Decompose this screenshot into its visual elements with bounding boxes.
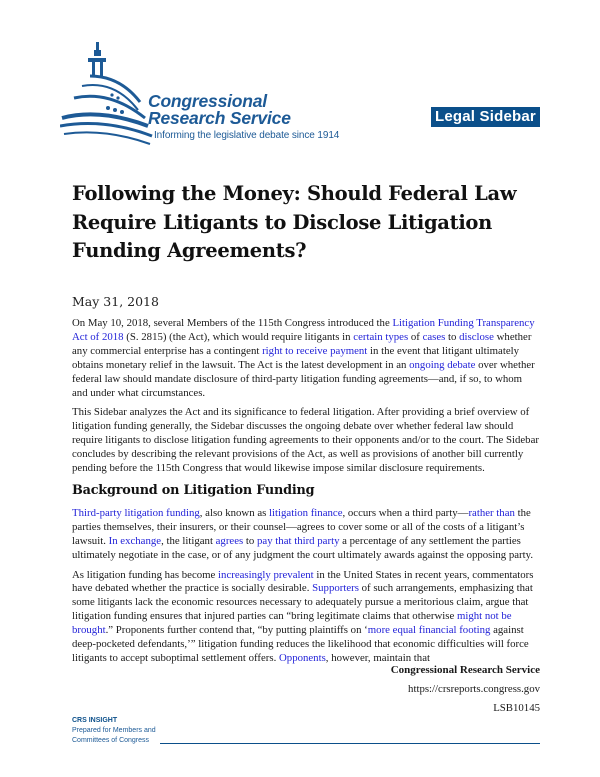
page-title: Following the Money: Should Federal Law Require Litigants to Disclose Litigation Funding Agreements? [72, 182, 517, 262]
crs-insight-block [72, 716, 156, 746]
insight-line-2: Committees of Congress [72, 737, 150, 744]
inline-link[interactable]: increasingly prevalent [218, 568, 314, 581]
inline-link[interactable]: certain types [353, 330, 409, 343]
inline-link[interactable]: agrees [215, 534, 244, 547]
inline-link[interactable]: disclose [459, 330, 494, 343]
logo-tagline: Informing the legislative debate since 1914 [154, 130, 340, 141]
inline-link[interactable]: rather than [468, 506, 515, 519]
crs-logo [60, 40, 340, 150]
footer-divider [160, 743, 540, 744]
inline-link[interactable]: Third-party litigation funding [72, 506, 200, 519]
inline-link[interactable]: Opponents [279, 651, 326, 664]
legal-sidebar-badge: Legal Sidebar [431, 107, 540, 127]
inline-link[interactable]: more equal financial footing [367, 624, 491, 637]
footer-url[interactable]: https://crsreports.congress.gov [408, 683, 540, 695]
logo-line-1: Congressional [148, 91, 267, 111]
insight-heading: CRS INSIGHT [72, 717, 118, 724]
inline-link[interactable]: ongoing debate [409, 358, 476, 371]
paragraph-intro: On May 10, 2018, several Members of the 115th Congress introduced the Litigation Funding Transparency Act of 2018 (S. 2815) (the Act), which would require litigants in certain types of cases to disclose whether any commercial enterprise has a contingent right to receive payment in the event that litigant ultimately obtains monetary relief in the lawsuit. The Act is the latest development in an ongoing debate over whether federal law should mandate disclosure of third-party litigation funding agreements—and, if so, to whom and under what circumstances. [72, 317, 535, 399]
footer-org: Congressional Research Service [390, 664, 540, 676]
paragraph-overview: This Sidebar analyzes the Act and its significance to federal litigation. After providing a brief overview of litigation funding generally, the Sidebar discusses the ongoing debate over whether federal law should require litigants to disclose litigation funding agreements to their opponents and/or to the court. The Sidebar concludes by describing the relevant provisions of the Act, as well as provisions of another bill currently pending before the 115th Congress that would likewise impose similar disclosure requirements. [72, 406, 539, 475]
paragraph-debate: As litigation funding has become increasingly prevalent in the United States in recent years, commentators have debated whether the practice is socially desirable. Supporters of such arrangements, emphasizing that some litigants lack the economic resources necessary to adequately pursue a meritorious claim, argue that litigation funding ensures that injured parties can “bring legitimate claims that otherwise might not be brought.” Proponents further contend that, “by putting plaintiffs on ‘more equal financial footing against deep-pocketed defendants,’” litigation funding reduces the likelihood that economic difficulties will force litigants to accept suboptimal settlement offers. Opponents, however, maintain that [72, 568, 534, 664]
inline-link[interactable]: litigation finance [269, 506, 343, 519]
inline-link[interactable]: In exchange [108, 534, 162, 547]
insight-line-1: Prepared for Members and [72, 727, 156, 734]
inline-link[interactable]: pay that third party [257, 534, 340, 547]
logo-wordmark [148, 93, 291, 127]
capitol-dome-icon [60, 40, 155, 150]
section-heading-background: Background on Litigation Funding [72, 482, 315, 498]
footer-report-id: LSB10145 [493, 702, 540, 714]
inline-link[interactable]: cases [422, 330, 446, 343]
article-body [72, 317, 540, 672]
publication-date: May 31, 2018 [72, 294, 159, 309]
inline-link[interactable]: Litigation Funding Transparency Act of 2018 [72, 317, 535, 343]
footer-citation [391, 661, 540, 718]
inline-link[interactable]: right to receive payment [262, 344, 368, 357]
inline-link[interactable]: might not be brought [72, 610, 512, 637]
inline-link[interactable]: Supporters [312, 582, 359, 595]
logo-line-2: Research Service [148, 108, 291, 128]
paragraph-definition: Third-party litigation funding, also known as litigation finance, occurs when a third party—rather than the parties themselves, their insurers, or their counsel—agrees to cover some or all of the costs of a litigant’s lawsuit. In exchange, the litigant agrees to pay that third party a percentage of any settlement the parties ultimately negotiate in the case, or of any judgment the court ultimately awards against the opposing party. [72, 506, 534, 561]
